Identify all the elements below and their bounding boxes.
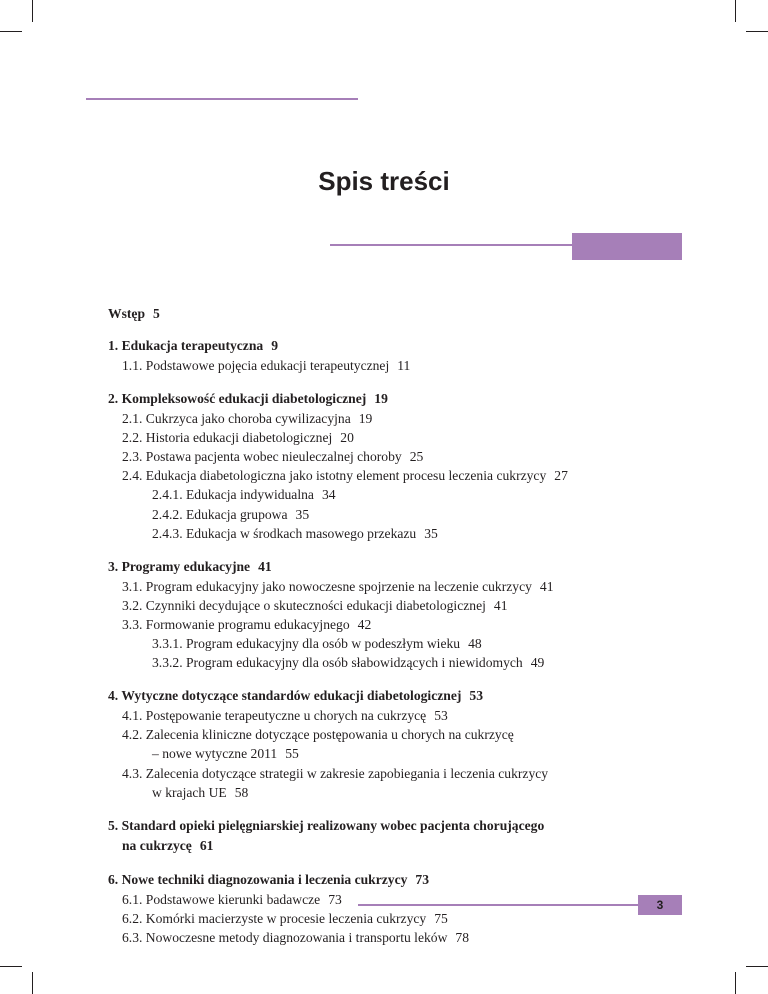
toc-chapter-title-continuation: na cukrzycę [122,837,192,853]
toc-section-page: 78 [455,929,470,945]
crop-mark-bottom-left-h [0,966,22,967]
crop-mark-bottom-left-v [32,972,33,994]
toc-section-title: 4.3. Zalecenia dotyczące strategii w zakresie zapobiegania i leczenia cukrzycy [122,765,549,781]
top-decorative-rule [86,98,358,100]
toc-section-entry[interactable] [108,928,688,947]
toc-chapter [108,686,688,801]
toc-intro-entry[interactable] [108,304,688,324]
toc-subsection-title: 3.3.1. Program edukacyjny dla osób w podeszłym wieku [152,636,461,652]
toc-section-entry[interactable] [108,356,688,375]
title-underline-rule [330,244,572,246]
crop-mark-bottom-right-h [746,966,768,967]
toc-subsection-page: 48 [468,636,482,652]
toc-subsection-entry[interactable] [108,524,688,543]
toc-section-page: 42 [357,616,372,632]
toc-chapter-page: 61 [199,837,214,853]
toc-chapter-title-text: 3. Programy edukacyjne [108,558,251,574]
toc-chapter-title-line2 [108,836,688,856]
toc-section-title: 1.1. Podstawowe pojęcia edukacji terapeutycznej [122,358,390,373]
toc-subsection-page: 35 [424,525,438,541]
toc-subsection-page: 35 [295,506,310,522]
crop-mark-top-left-h [0,31,22,32]
toc-section-title: 4.1. Postępowanie terapeutyczne u chorych na cukrzycę [122,708,427,724]
toc-subsection-title: 2.4.2. Edukacja grupowa [152,506,288,522]
toc-section-title: 3.1. Program edukacyjny jako nowoczesne spojrzenie na leczenie cukrzycy [122,578,532,594]
toc-section-title: 6.1. Podstawowe kierunki badawcze [122,891,321,907]
toc-chapter [108,557,688,672]
toc-section-page: 55 [285,746,299,762]
toc-section-page: 75 [434,910,448,926]
toc-chapter-page: 73 [415,871,430,887]
toc-section-page: 41 [539,578,554,594]
toc-chapter-title[interactable] [108,816,688,856]
toc-chapter-title-text: 2. Kompleksowość edukacji diabetologicznej [108,391,367,407]
toc-section-page: 53 [434,708,448,724]
toc-chapter [108,336,688,375]
toc-section-title: 6.3. Nowoczesne metody diagnozowania i transportu leków [122,929,448,945]
toc-chapter-page: 9 [271,338,278,353]
toc-subsection-entry[interactable] [108,634,688,653]
toc-chapter-page: 19 [374,391,388,407]
toc-intro-page: 5 [153,306,160,321]
toc-chapter [108,870,688,947]
toc-chapter [108,389,688,543]
title-accent-block [572,233,682,260]
toc-section-title: 2.3. Postawa pacjenta wobec nieuleczalnej choroby [122,449,402,465]
toc-section-page: 11 [397,358,411,373]
toc-chapter-title-text: 4. Wytyczne dotyczące standardów edukacji diabetologicznej [108,688,462,704]
toc-section-title: 6.2. Komórki macierzyste w procesie leczenia cukrzycy [122,910,427,926]
toc-section-entry[interactable] [108,725,688,763]
toc-subsection-title: 3.3.2. Program edukacyjny dla osób słabowidzących i niewidomych [152,655,523,671]
page-number: 3 [656,898,664,912]
crop-mark-bottom-right-v [735,972,736,994]
toc-section-entry[interactable] [108,466,688,485]
toc-chapter-title[interactable] [108,686,688,706]
toc-section-continuation: w krajach UE [152,784,227,800]
crop-mark-top-right-h [746,31,768,32]
toc-chapter [108,816,688,856]
toc-section-continuation: – nowe wytyczne 2011 [152,746,278,762]
toc-section-entry[interactable] [108,596,688,615]
toc-chapter-title[interactable] [108,336,688,356]
toc-chapter-title[interactable] [108,389,688,409]
toc-section-page: 27 [554,468,568,484]
toc-chapter-page: 53 [469,688,483,704]
toc-subsection-title: 2.4.1. Edukacja indywidualna [152,487,314,503]
toc-section-continuation-line [122,744,688,763]
toc-chapter-title[interactable] [108,557,688,577]
toc-intro-title: Wstęp [108,306,146,321]
toc-chapter-title-text: 6. Nowe techniki diagnozowania i leczenia cukrzycy [108,871,408,887]
toc-section-page: 20 [340,430,354,446]
toc-section-title: 3.2. Czynniki decydujące o skuteczności edukacji diabetologicznej [122,597,486,613]
toc-section-entry[interactable] [108,706,688,725]
toc-chapter-page: 41 [258,558,272,574]
crop-mark-top-right-v [735,0,736,22]
toc-section-entry[interactable] [108,764,688,802]
toc-section-title: 4.2. Zalecenia kliniczne dotyczące postępowania u chorych na cukrzycę [122,727,514,743]
toc-chapter-title-text: 1. Edukacja terapeutyczna [108,338,264,353]
crop-mark-top-left-v [32,0,33,22]
toc-subsection-entry[interactable] [108,653,688,672]
toc-subsection-page: 49 [530,655,545,671]
toc-section-entry[interactable] [108,409,688,428]
toc-section-entry[interactable] [108,577,688,596]
toc-chapter-title[interactable] [108,870,688,890]
toc-section-entry[interactable] [108,428,688,447]
toc-section-page: 73 [328,891,342,907]
toc-section-title: 2.1. Cukrzyca jako choroba cywilizacyjna [122,411,351,427]
toc-section-title: 3.3. Formowanie programu edukacyjnego [122,616,350,632]
toc-section-page: 41 [493,597,508,613]
toc-subsection-page: 34 [321,487,336,503]
page-title: Spis treści [318,166,450,196]
toc-section-continuation-line [122,783,688,802]
toc-chapters [108,336,688,947]
table-of-contents [108,304,688,961]
toc-section-entry[interactable] [108,447,688,466]
toc-section-page: 19 [358,411,373,427]
toc-subsection-entry[interactable] [108,505,688,524]
toc-subsection-entry[interactable] [108,485,688,504]
toc-section-title: 2.4. Edukacja diabetologiczna jako istotny element procesu leczenia cukrzycy [122,468,547,484]
toc-section-entry[interactable] [108,909,688,928]
toc-subsection-title: 2.4.3. Edukacja w środkach masowego przekazu [152,525,417,541]
toc-section-page: 58 [234,784,249,800]
toc-chapter-title-text: 5. Standard opieki pielęgniarskiej realizowany wobec pacjenta chorującego [108,817,545,833]
toc-section-entry[interactable] [108,615,688,634]
toc-section-title: 2.2. Historia edukacji diabetologicznej [122,430,333,446]
toc-section-entry[interactable] [108,890,688,909]
toc-section-page: 25 [409,449,424,465]
